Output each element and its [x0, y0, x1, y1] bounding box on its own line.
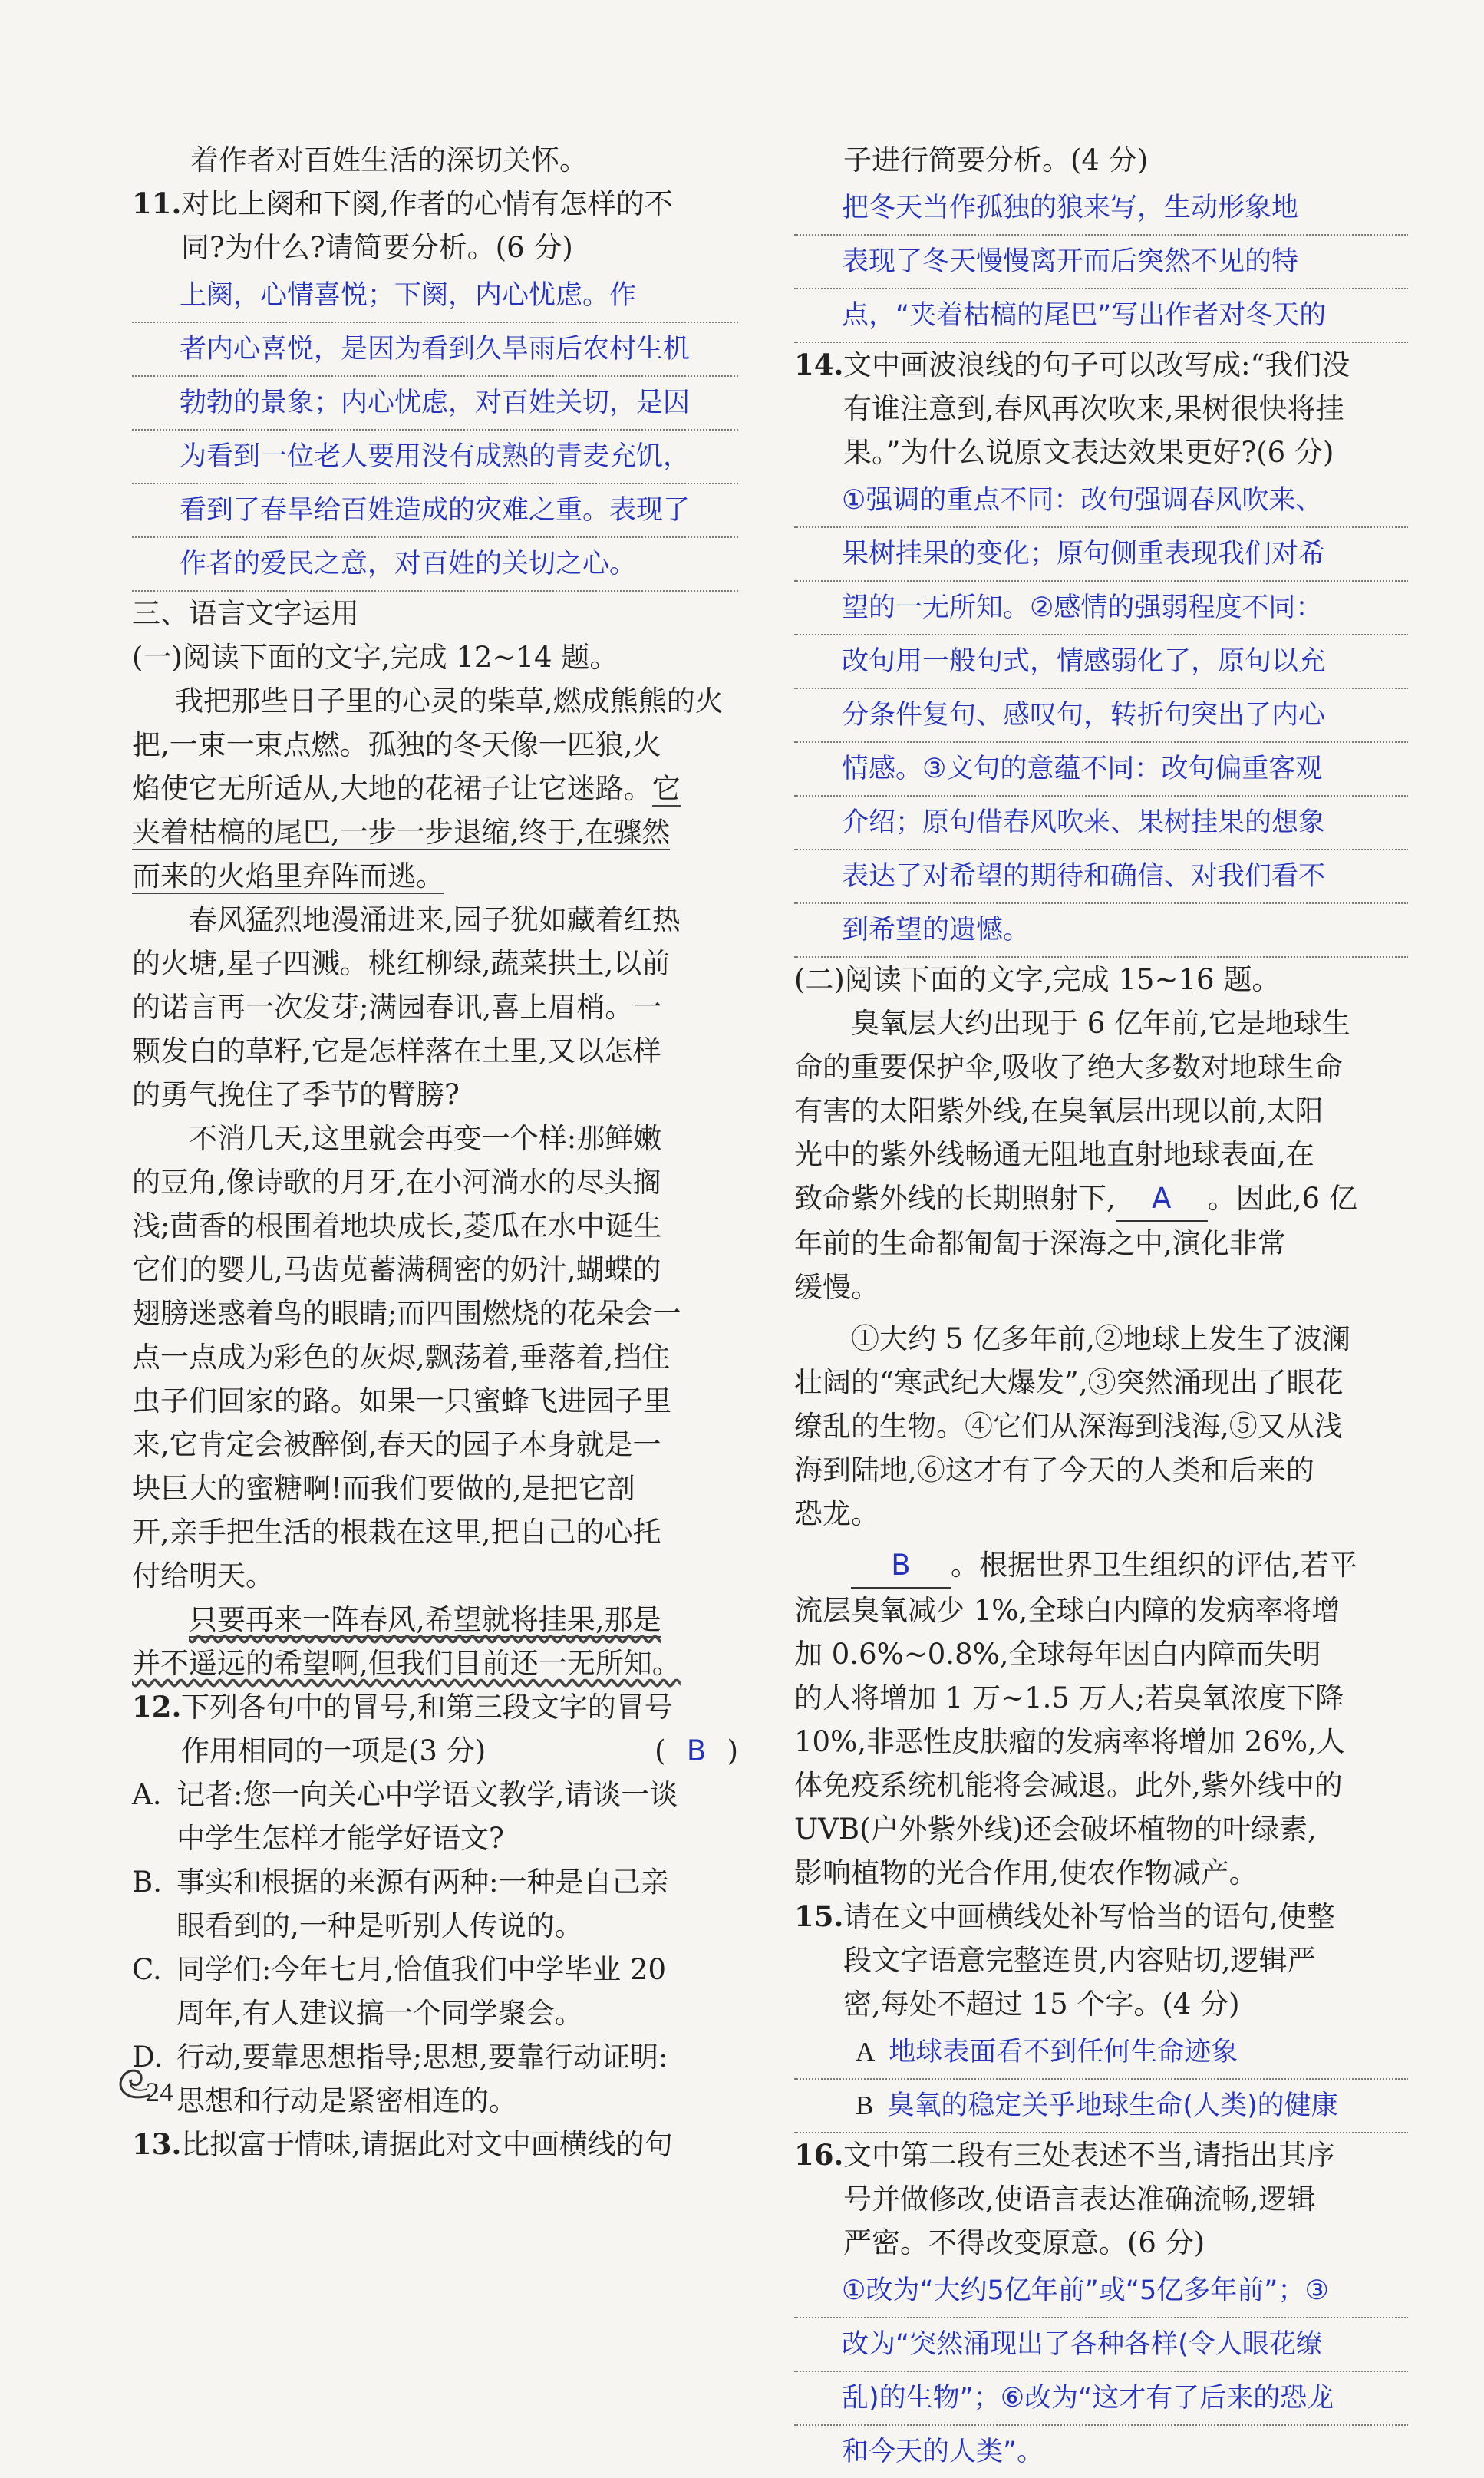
question-text: 严密。不得改变原意。(6 分)	[843, 2226, 1205, 2259]
option-label: B.	[132, 1866, 162, 1899]
paren: )	[727, 1734, 738, 1767]
underlined-text: 它	[651, 772, 681, 805]
question-text: 密,每处不超过 15 个字。(4 分)	[843, 1988, 1240, 2021]
answer-line: 勃勃的景象；内心忧虑，对百姓关切，是因	[132, 377, 738, 431]
passage-line: ①大约 5 亿多年前,②地球上发生了波澜	[851, 1322, 1350, 1355]
underlined-text: 夹着枯槁的尾巴,一步一步退缩,终于,在骤然	[132, 816, 671, 849]
fill-blank-b: B	[851, 1543, 951, 1589]
option-label: A.	[132, 1778, 162, 1811]
answer-line: 和今天的人类”。	[842, 2437, 1044, 2467]
answer-line: ①强调的重点不同：改句强调春风吹来、	[794, 474, 1408, 528]
question-number: 15.	[794, 1899, 844, 1933]
passage-line: 海到陆地,⑥这才有了今天的人类和后来的	[794, 1453, 1314, 1486]
answer-line: 表达了对希望的期待和确信、对我们看不	[794, 850, 1408, 904]
option-label: D.	[132, 2041, 163, 2074]
passage-line: 块巨大的蜜糖啊!而我们要做的,是把它剖	[132, 1472, 635, 1505]
passage-line: 焰使它无所适从,大地的花裙子让它迷路。	[132, 772, 652, 805]
option-text: 思想和行动是紧密相连的。	[176, 2084, 517, 2117]
answer-line: 果树挂果的变化；原句侧重表现我们对希	[794, 528, 1408, 582]
answer-line: 分条件复句、感叹句，转折句突出了内心	[794, 689, 1408, 743]
answer-label: B	[856, 2090, 874, 2120]
option-text: 周年,有人建议搞一个同学聚会。	[176, 1997, 583, 2030]
option-label: C.	[132, 1953, 162, 1986]
passage-line: 10%,非恶性皮肤瘤的发病率将增加 26%,人	[794, 1725, 1345, 1758]
passage-line: 开,亲手把生活的根栽在这里,把自己的心托	[132, 1516, 661, 1549]
passage-line: 的人将增加 1 万~1.5 万人;若臭氧浓度下降	[794, 1681, 1344, 1714]
question-number: 11.	[132, 186, 182, 220]
passage-line: 。因此,6 亿	[1207, 1182, 1357, 1215]
answer-line: 作者的爱民之意，对百姓的关切之心。	[132, 538, 738, 592]
passage-line: 加 0.6%~0.8%,全球每年因白内障而失明	[794, 1638, 1321, 1671]
question-number: 14.	[794, 348, 844, 381]
passage-line: 的诺言再一次发芽;满园春讯,喜上眉梢。一	[132, 991, 662, 1024]
underlined-text: 而来的火焰里弃阵而逃。	[132, 860, 444, 893]
passage-line: 的火塘,星子四溅。桃红柳绿,蔬菜拱土,以前	[132, 947, 671, 980]
section-heading: 三、语言文字运用	[132, 597, 359, 630]
answer-line: 点，“夹着枯槁的尾巴”写出作者对冬天的	[794, 289, 1408, 343]
passage-line: 年前的生命都匍匐于深海之中,演化非常	[794, 1227, 1286, 1260]
passage-line: 缭乱的生物。④它们从深海到浅海,⑤又从浅	[794, 1410, 1343, 1443]
answer-line: 改为“突然涌现出了各种各样(令人眼花缭	[794, 2318, 1408, 2372]
question-text: 号并做修改,使语言表达准确流畅,逻辑	[843, 2183, 1316, 2216]
passage-line: 来,它肯定会被醉倒,春天的园子本身就是一	[132, 1428, 661, 1461]
passage-line: 浅;茴香的根围着地块成长,菱瓜在水中诞生	[132, 1209, 662, 1242]
passage-line: 不消几天,这里就会再变一个样:那鲜嫩	[189, 1122, 662, 1155]
option-text: 记者:您一向关心中学语文教学,请谈一谈	[176, 1778, 678, 1811]
passage-line: 付给明天。	[132, 1559, 274, 1592]
question-text: 对比上阕和下阕,作者的心情有怎样的不	[181, 187, 673, 220]
passage-line: 春风猛烈地漫涌进来,园子犹如藏着红热	[189, 903, 681, 936]
paren: (	[655, 1734, 666, 1767]
answer-line: ①改为“大约5亿年前”或“5亿多年前”；③	[794, 2265, 1408, 2318]
answer-line: 者内心喜悦，是因为看到久旱雨后农村生机	[132, 323, 738, 377]
answer-line: 为看到一位老人要用没有成熟的青麦充饥，	[132, 431, 738, 484]
answer-choice: B	[686, 1734, 707, 1767]
question-number: 13.	[132, 2127, 182, 2161]
question-text: 同?为什么?请简要分析。(6 分)	[181, 231, 573, 264]
option-text: 同学们:今年七月,恰值我们中学毕业 20	[176, 1953, 667, 1986]
passage-line: 虫子们回家的路。如果一只蜜蜂飞进园子里	[132, 1384, 671, 1417]
passage-line: 。根据世界卫生组织的评估,若平	[951, 1549, 1357, 1582]
answer-line: 改句用一般句式，情感弱化了，原句以充	[794, 635, 1408, 689]
page-number: 24	[146, 2077, 173, 2107]
left-column	[132, 138, 738, 2166]
question-text: 段文字语意完整连贯,内容贴切,逻辑严	[843, 1944, 1316, 1977]
question-text: 比拟富于情味,请据此对文中画横线的句	[181, 2128, 673, 2161]
passage-line: 命的重要保护伞,吸收了绝大多数对地球生命	[794, 1051, 1343, 1084]
option-text: 事实和根据的来源有两种:一种是自己亲	[176, 1866, 669, 1899]
wavy-underlined-text: 并不遥远的希望啊,但我们目前还一无所知。	[132, 1647, 681, 1680]
passage-line: 光中的紫外线畅通无阻地直射地球表面,在	[794, 1138, 1314, 1171]
answer-label: A	[856, 2037, 876, 2067]
passage-line: 影响植物的光合作用,使农作物减产。	[794, 1856, 1258, 1889]
passage-line: 颗发白的草籽,它是怎样落在土里,又以怎样	[132, 1034, 661, 1067]
option-text: 中学生怎样才能学好语文?	[176, 1822, 504, 1855]
answer-line: 表现了冬天慢慢离开而后突然不见的特	[794, 236, 1408, 289]
passage-line: 有害的太阳紫外线,在臭氧层出现以前,太阳	[794, 1094, 1324, 1127]
passage-line: 壮阔的“寒武纪大爆发”,③突然涌现出了眼花	[794, 1366, 1344, 1399]
question-text: 作用相同的一项是(3 分)	[181, 1734, 486, 1767]
passage-line: UVB(户外紫外线)还会破坏植物的叶绿素,	[794, 1813, 1317, 1846]
question-text: 文中第二段有三处表述不当,请指出其序	[843, 2139, 1335, 2172]
right-column	[794, 138, 1408, 2478]
answer-11	[132, 269, 738, 592]
answer-line: 上阕，心情喜悦；下阕，内心忧虑。作	[132, 269, 738, 323]
passage-line: 体免疫系统机能将会减退。此外,紫外线中的	[794, 1769, 1343, 1802]
answer-line: 地球表面看不到任何生命迹象	[889, 2037, 1238, 2067]
answer-line: 情感。③文句的意蕴不同：改句偏重客观	[794, 743, 1408, 797]
answer-line: 把冬天当作孤独的狼来写，生动形象地	[794, 182, 1408, 236]
question-number: 12.	[132, 1690, 182, 1724]
passage-line: 点一点成为彩色的灰烬,飘荡着,垂落着,挡住	[132, 1341, 671, 1374]
answer-line: 望的一无所知。②感情的强弱程度不同：	[794, 582, 1408, 635]
passage-line: 我把那些日子里的心灵的柴草,燃成熊熊的火	[175, 685, 724, 718]
option-text: 行动,要靠思想指导;思想,要靠行动证明:	[176, 2041, 668, 2074]
question-text: 文中画波浪线的句子可以改写成:“我们没	[843, 348, 1350, 381]
passage-line: 臭氧层大约出现于 6 亿年前,它是地球生	[851, 1007, 1350, 1040]
answer-line: 臭氧的稳定关乎地球生命(人类)的健康	[887, 2090, 1338, 2121]
answer-line: 看到了春旱给百姓造成的灾难之重。表现了	[132, 484, 738, 538]
passage-line: 缓慢。	[794, 1271, 879, 1304]
section-subheading: (一)阅读下面的文字,完成 12~14 题。	[132, 641, 618, 674]
question-text: 子进行简要分析。(4 分)	[843, 144, 1149, 177]
wavy-underlined-text: 只要再来一阵春风,希望就将挂果,那是	[189, 1603, 661, 1636]
section-subheading: (二)阅读下面的文字,完成 15~16 题。	[794, 963, 1281, 996]
question-number: 16.	[794, 2138, 844, 2172]
answer-line: 到希望的遗憾。	[794, 904, 1408, 958]
text-line: 着作者对百姓生活的深切关怀。	[190, 144, 588, 177]
question-text: 下列各句中的冒号,和第三段文字的冒号	[181, 1691, 673, 1724]
answer-line: 介绍；原句借春风吹来、果树挂果的想象	[794, 797, 1408, 850]
passage-line: 的豆角,像诗歌的月牙,在小河淌水的尽头搁	[132, 1166, 661, 1199]
passage-line: 的勇气挽住了季节的臂膀?	[132, 1078, 460, 1111]
passage-line: 翅膀迷惑着鸟的眼睛;而四围燃烧的花朵会一	[132, 1297, 681, 1330]
passage-line: 致命紫外线的长期照射下,	[794, 1182, 1116, 1215]
passage-line: 它们的婴儿,马齿苋蓄满稠密的奶汁,蝴蝶的	[132, 1253, 661, 1286]
question-text: 有谁注意到,春风再次吹来,果树很快将挂	[843, 392, 1344, 425]
passage-line: 流层臭氧减少 1%,全球白内障的发病率将增	[794, 1594, 1341, 1627]
question-text: 果。”为什么说原文表达效果更好?(6 分)	[843, 436, 1334, 469]
passage-line: 把,一束一束点燃。孤独的冬天像一匹狼,火	[132, 728, 661, 761]
answer-line: 乱)的生物”；⑥改为“这才有了后来的恐龙	[794, 2372, 1408, 2426]
option-text: 眼看到的,一种是听别人传说的。	[176, 1909, 583, 1942]
passage-line: 恐龙。	[794, 1497, 879, 1530]
fill-blank-a: A	[1116, 1176, 1208, 1222]
question-text: 请在文中画横线处补写恰当的语句,使整	[843, 1900, 1335, 1933]
